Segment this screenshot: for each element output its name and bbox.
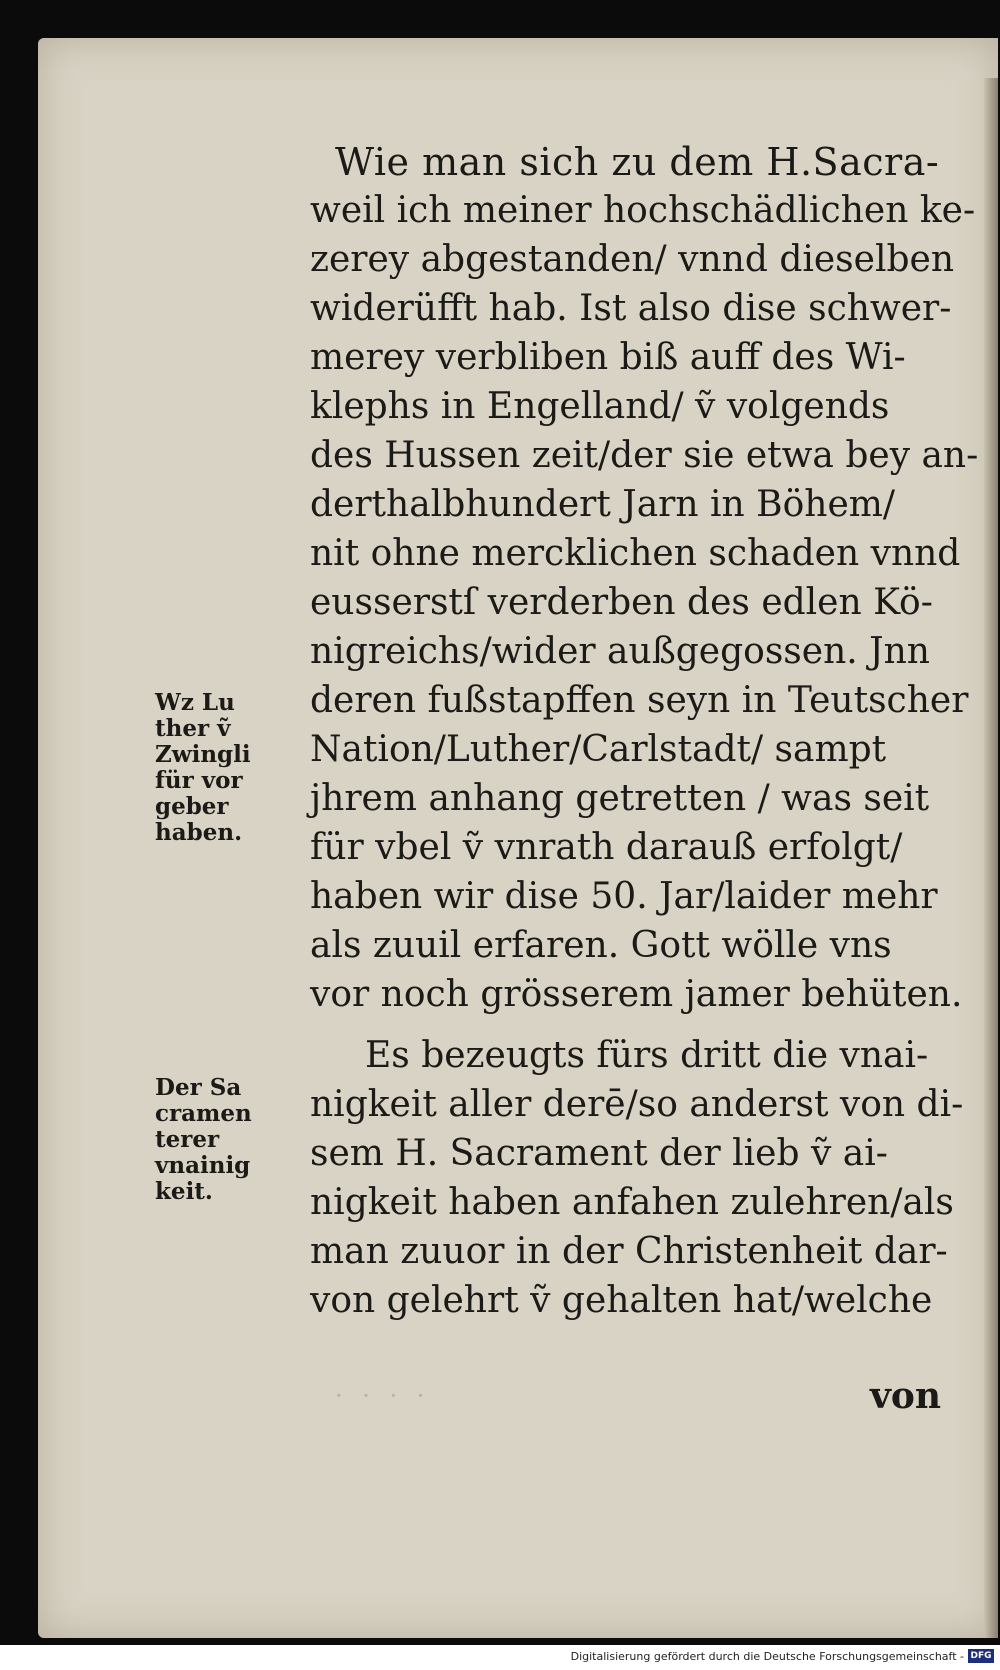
text-line: nigreichs/wider außgegossen. Jnn — [310, 631, 930, 672]
margin-note-line: haben. — [155, 819, 243, 846]
text-line: deren fußstapffen seyn in Teutscher — [310, 680, 969, 721]
text-line: derthalbhundert Jarn in Böhem/ — [310, 484, 896, 525]
text-line: von gelehrt ṽ gehalten hat/welche — [310, 1280, 933, 1321]
margin-note-line: geber — [155, 793, 229, 820]
margin-note-line: Der Sa — [155, 1074, 242, 1101]
text-line: merey verbliben biß auff des Wi- — [310, 337, 906, 378]
running-head: Wie man sich zu dem H.Sacra‑ — [335, 140, 940, 184]
text-line: nigkeit haben anfahen zulehren/als — [310, 1182, 954, 1223]
text-line: des Hussen zeit/der sie etwa bey an- — [310, 435, 979, 476]
margin-note-line: Wz Lu — [155, 689, 235, 716]
funding-credit: Digitalisierung gefördert durch die Deutsche Forschungsgemeinschaft - — [570, 1650, 964, 1663]
text-line: als zuuil erfaren. Gott wölle vns — [310, 925, 892, 966]
text-line: widerüfft hab. Ist also dise schwer- — [310, 288, 952, 329]
bleed-through-marks: · · · · — [335, 1382, 431, 1410]
dfg-logo: DFG — [968, 1649, 994, 1663]
margin-note-luther-zwingli — [155, 690, 305, 846]
text-line: für vbel ṽ vnrath darauß erfolgt/ — [310, 827, 903, 868]
text-line: man zuuor in der Christenheit dar- — [310, 1231, 948, 1272]
margin-note-line: vnainig — [155, 1152, 251, 1179]
text-line: nit ohne mercklichen schaden vnnd — [310, 533, 961, 574]
text-line: haben wir dise 50. Jar/laider mehr — [310, 876, 938, 917]
text-line: eusserstſ verderben des edlen Kö- — [310, 582, 933, 623]
text-line: sem H. Sacrament der lieb ṽ ai- — [310, 1133, 888, 1174]
text-line: zerey abgestanden/ vnnd dieselben — [310, 239, 955, 280]
margin-note-sacramentarians — [155, 1075, 305, 1205]
text-line: Nation/Luther/Carlstadt/ sampt — [310, 729, 887, 770]
text-line: vor noch grösserem jamer behüten. — [310, 974, 963, 1015]
text-line: weil ich meiner hochschädlichen ke- — [310, 190, 976, 231]
text-line: klephs in Engelland/ ṽ volgends — [310, 386, 890, 427]
margin-note-line: keit. — [155, 1178, 213, 1205]
text-line: jhrem anhang getretten / was seit — [310, 778, 930, 819]
page-edge — [984, 78, 998, 1638]
margin-note-line: cramen — [155, 1100, 252, 1127]
margin-note-line: ther ṽ — [155, 715, 231, 742]
margin-note-line: terer — [155, 1126, 220, 1153]
text-line: nigkeit aller derē/so anderst von di- — [310, 1084, 964, 1125]
footer — [0, 1646, 1000, 1670]
text-line: Es bezeugts fürs dritt die vnai- — [365, 1035, 929, 1076]
catchword: von — [870, 1375, 942, 1417]
margin-note-line: für vor — [155, 767, 243, 794]
margin-note-line: Zwingli — [155, 741, 251, 768]
